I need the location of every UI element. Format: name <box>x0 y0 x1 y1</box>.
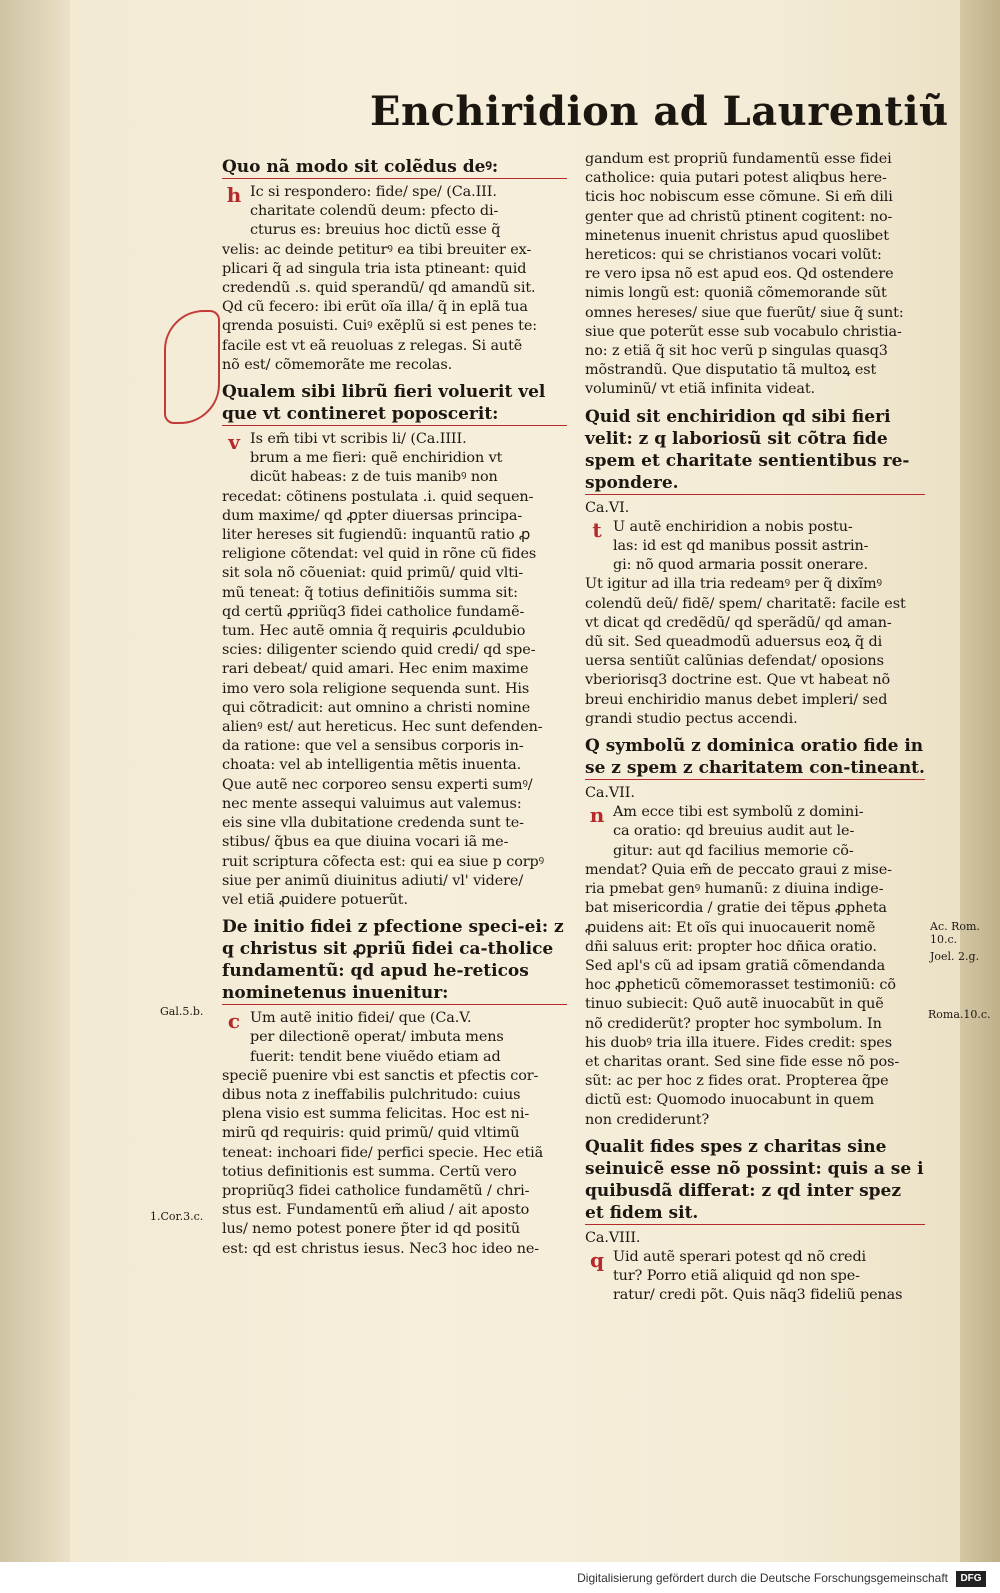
text-line: fuerit: tendit bene viuẽdo etiam ad <box>250 1048 501 1065</box>
text-line: dibus nota z ineffabilis pulchritudo: cuius <box>222 1086 521 1103</box>
text-line: U autẽ enchiridion a nobis postu- <box>613 518 853 535</box>
text-line: ratur/ credi põt. Quis nãq3 fideliũ penas <box>613 1287 903 1304</box>
text-line: per dilectionẽ operat/ imbuta mens <box>250 1029 504 1046</box>
text-line: voluminũ/ vt etiã infinita videat. <box>585 381 816 398</box>
text-line: charitate colendũ deum: pfecto di- <box>250 203 499 220</box>
text-line: dũ sit. Sed queadmodũ aduersus eoꝝ q̃ di <box>585 634 883 651</box>
text-line: catholice: quia putari potest aliqbus here- <box>585 170 887 187</box>
drop-capital: c <box>227 1009 241 1034</box>
text-line: genter que ad christũ ptinent cogitent: no- <box>585 208 893 225</box>
text-line: nõ crediderũt? propter hoc symbolum. In <box>585 1015 882 1032</box>
text-line: mõstrandũ. Que disputatio tã multoꝝ est <box>585 362 877 379</box>
text-line: scies: diligenter sciendo quid credi/ qd spe- <box>222 642 536 659</box>
text-line: est: qd est christus iesus. Nec3 hoc ideo ne- <box>222 1240 540 1257</box>
dfg-logo: DFG <box>956 1571 986 1587</box>
text-line: gandum est propriũ fundamentũ esse fidei <box>585 151 892 167</box>
text-line: rari debeat/ quid amari. Hec enim maxime <box>222 661 529 678</box>
text-line: ruit scriptura cõfecta est: qui ea siue p corpꝰ <box>222 853 545 870</box>
text-line: Sed apl's cũ ad ipsam gratiã cõmendanda <box>585 957 886 974</box>
text-line: eis sine vlla dubitatione credenda sunt te- <box>222 815 524 832</box>
text-line: dñi saluus erit: propter hoc dñica oratio. <box>585 938 877 955</box>
drop-capital: q <box>590 1247 604 1272</box>
text-line: vel etiã ꝓuidere potuerũt. <box>222 891 408 908</box>
margin-note-roma: Roma.10.c. <box>928 1008 991 1021</box>
text-line: Is em̃ tibi vt scribis li/ (Ca.IIII. <box>250 431 467 448</box>
text-line: credendũ .s. quid sperandũ/ qd amandũ sit. <box>222 280 536 297</box>
text-line: plena visio est summa felicitas. Hoc est ni- <box>222 1106 530 1123</box>
text-line: plicari q̃ ad singula tria ista ptineant: quid <box>222 260 527 277</box>
section-heading: Quid sit enchiridion qd sibi fieri velit: z q laboriosũ sit cõtra fide spem et charitate sentientibus re-spondere. <box>585 406 925 495</box>
text-line: teneat: inchoari fide/ perfici specie. Hec etiã <box>222 1144 544 1161</box>
text-line: re vero ipsa nõ est apud eos. Qd ostendere <box>585 266 894 283</box>
text-line: brum a me fieri: quẽ enchiridion vt <box>250 450 503 467</box>
text-line: dicũt habeas: z de tuis manibꝰ non <box>250 469 498 486</box>
margin-note-gal: Gal.5.b. <box>160 1005 204 1018</box>
text-line: religione cõtendat: vel quid in rõne cũ fides <box>222 546 537 563</box>
text-line: recedat: cõtinens postulata .i. quid sequen- <box>222 488 534 505</box>
text-line: alienꝰ est/ aut hereticus. Hec sunt defenden- <box>222 719 543 736</box>
text-line: speciẽ puenire vbi est sanctis et pfectis cor- <box>222 1067 539 1084</box>
text-line: dum maxime/ qd ꝓpter diuersas principa- <box>222 507 523 524</box>
text-line: breui enchiridio manus debet impleri/ sed <box>585 691 888 708</box>
text-line: dictũ est: Quomodo inuocabunt in quem <box>585 1092 875 1109</box>
text-line: gitur: aut qd facilius memorie cõ- <box>613 842 854 859</box>
text-line: Ca.VIII. <box>585 1229 641 1246</box>
text-line: Am ecce tibi est symbolũ z domini- <box>613 804 864 821</box>
drop-capital: n <box>589 803 605 828</box>
text-line: nimis longũ est: quoniã cõmemorande sũt <box>585 285 887 302</box>
text-line: ticis hoc nobiscum esse cõmune. Si em̃ dili <box>585 189 893 206</box>
section-heading: Q symbolũ z dominica oratio fide in se z spem z charitatem con-tineant. <box>585 736 925 779</box>
text-line: siue que poterũt esse sub vocabulo christia- <box>585 323 902 340</box>
text-line: las: id est qd manibus possit astrin- <box>613 538 869 555</box>
drop-capital: t <box>592 517 602 542</box>
right-text-column <box>585 150 925 1306</box>
page-title: Enchiridion ad Laurentiũ <box>370 88 949 135</box>
text-line: Ca.VI. <box>585 499 630 516</box>
text-line: lus/ nemo potest ponere p̃ter id qd positũ <box>222 1221 521 1238</box>
section-heading: Qualit fides spes z charitas sine seinuicẽ esse nõ possint: quis a se i quibusdã differat: z qd inter spez et fidem sit. <box>585 1136 924 1223</box>
text-line: bat misericordia / gratie dei tẽpus ꝓpheta <box>585 900 887 917</box>
text-line: hereticos: qui se christianos vocari volũt: <box>585 247 882 264</box>
book-binding <box>0 0 70 1593</box>
text-line: sũt: ac per hoc z fides orat. Propterea q̃pe <box>585 1073 889 1090</box>
text-line: ca oratio: qd breuius audit aut le- <box>613 823 855 840</box>
text-line: tur? Porro etiã aliquid qd non spe- <box>613 1268 860 1285</box>
text-line: Uid autẽ sperari potest qd nõ credi <box>613 1248 867 1265</box>
text-line: his duobꝰ tria illa ituere. Fides credit: spes <box>585 1034 893 1051</box>
text-line: uersa sentiũt calũnias defendat/ oposions <box>585 653 884 670</box>
text-line: colendũ deũ/ fidẽ/ spem/ charitatẽ: facile est <box>585 595 906 612</box>
text-line: Qd cũ fecero: ibi erũt oĩa illa/ q̃ in eplã tua <box>222 299 528 316</box>
text-line: qui cõtradicit: aut omnino a christi nomine <box>222 699 531 716</box>
left-text-column <box>222 150 567 1259</box>
drop-capital: v <box>228 430 240 455</box>
page-edge <box>960 0 1000 1593</box>
text-line: velis: ac deinde petiturꝰ ea tibi breuiter ex- <box>222 241 532 258</box>
text-line: Que autẽ nec corporeo sensu experti sumꝰ/ <box>222 776 533 793</box>
text-line: sit sola nõ cõueniat: quid primũ/ quid vlti- <box>222 565 524 582</box>
text-line: stus est. Fundamentũ em̃ aliud / ait aposto <box>222 1202 530 1219</box>
text-line: no: z etiã q̃ sit hoc verũ p singulas quasq3 <box>585 343 888 360</box>
text-line: non crediderunt? <box>585 1111 710 1128</box>
text-line: minetenus inuenit christus apud quoslibet <box>585 227 889 244</box>
text-line: ꝓuidens ait: Et oĩs qui inuocauerit nomẽ <box>585 919 876 936</box>
red-flourish-ornament <box>164 310 220 424</box>
text-line: gi: nõ quod armaria possit onerare. <box>613 557 868 574</box>
margin-note-ac-rom: Ac. Rom. 10.c. <box>930 920 980 946</box>
text-line: Ut igitur ad illa tria redeamꝰ per q̃ dixĩmꝰ <box>585 576 882 593</box>
margin-note-cor: 1.Cor.3.c. <box>150 1210 204 1223</box>
text-line: Ic si respondero: fide/ spe/ (Ca.III. <box>250 184 497 200</box>
text-line: omnes hereses/ siue que fuerũt/ siue q̃ sunt: <box>585 304 904 321</box>
footer-credit: Digitalisierung gefördert durch die Deutsche Forschungsgemeinschaft <box>577 1571 948 1585</box>
text-line: mirũ qd requiris: quid primũ/ quid vltimũ <box>222 1125 520 1142</box>
text-line: ria pmebat genꝰ humanũ: z diuina indige- <box>585 881 884 898</box>
text-line: totius definitionis est summa. Certũ vero <box>222 1163 517 1180</box>
text-line: facile est vt eã reuoluas z relegas. Si autẽ <box>222 337 523 354</box>
text-line: qrenda posuisti. Cuiꝰ exẽplũ si est penes te: <box>222 318 537 335</box>
drop-capital: h <box>226 183 242 207</box>
section-heading: De initio fidei z pfectione speci-ei: z q christus sit ꝓpriũ fidei ca-tholice fundamentũ: qd apud he-reticos nominetenus inuenitur: <box>222 916 567 1005</box>
text-line: Um autẽ initio fidei/ que (Ca.V. <box>250 1010 472 1027</box>
text-line: siue per animũ diuinitus adiuti/ vl' videre/ <box>222 872 524 889</box>
section-heading: Qualem sibi librũ fieri voluerit vel que vt contineret poposcerit: <box>222 381 567 426</box>
text-line: tinuo subiecit: Quõ autẽ inuocabũt in quẽ <box>585 996 884 1013</box>
footer-bar <box>0 1562 1000 1593</box>
text-line: et charitas orant. Sed sine fide esse nõ pos- <box>585 1053 900 1070</box>
text-line: mũ teneat: q̃ totius definitiõis summa sit: <box>222 584 518 601</box>
text-line: cturus es: breuius hoc dictũ esse q̃ <box>250 222 501 239</box>
text-line: nõ est/ cõmemorãte me recolas. <box>222 356 453 373</box>
text-line: da ratione: que vel a sensibus corporis in- <box>222 738 524 755</box>
margin-note-joel: Joel. 2.g. <box>930 950 980 963</box>
section-heading: Quo nã modo sit colẽdus deꝰ: <box>222 156 567 179</box>
text-line: grandi studio pectus accendi. <box>585 710 798 727</box>
text-line: tum. Hec autẽ omnia q̃ requiris ꝓculdubio <box>222 623 526 640</box>
text-line: liter hereses sit fugiendũ: inquantũ ratio ꝓ <box>222 527 531 544</box>
text-line: stibus/ q̃bus ea que diuina vocari iã me- <box>222 834 509 851</box>
text-line: vberiorisq3 doctrine est. Que vt habeat nõ <box>585 672 891 689</box>
text-line: propriũq3 fidei catholice fundamẽtũ / chri- <box>222 1182 530 1199</box>
text-line: hoc ꝓpheticũ cõmemorasset testimoniũ: cõ <box>585 977 896 994</box>
text-line: qd certũ ꝓpriũq3 fidei catholice fundamẽ- <box>222 603 525 620</box>
text-line: choata: vel ab intelligentia mẽtis inuenta. <box>222 757 522 774</box>
text-line: Ca.VII. <box>585 785 635 802</box>
text-line: nec mente assequi valuimus aut valemus: <box>222 795 522 812</box>
text-line: mendat? Quia em̃ de peccato graui z mise- <box>585 861 892 878</box>
text-line: imo vero sola religione sequenda sunt. His <box>222 680 530 697</box>
text-line: vt dicat qd credẽdũ/ qd sperãdũ/ qd aman- <box>585 614 892 631</box>
